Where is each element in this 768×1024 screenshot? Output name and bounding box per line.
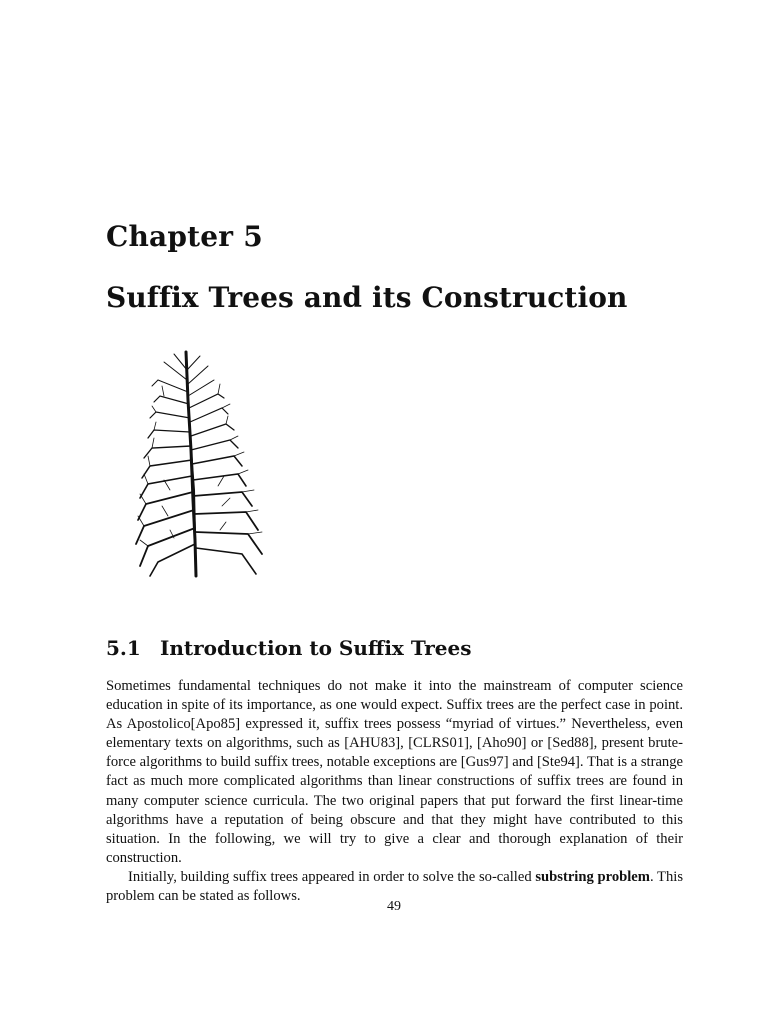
body-text	[106, 677, 683, 906]
page-number: 49	[387, 899, 401, 914]
bold-term: substring problem	[535, 868, 650, 885]
section-title: Introduction to Suffix Trees	[160, 636, 472, 660]
chapter-label: Chapter 5	[106, 220, 263, 253]
section-number: 5.1	[106, 636, 141, 660]
paragraph: Sometimes fundamental techniques do not make it into the mainstream of computer science education in spite of its importance, as one would expect. Suffix trees are the perfect case in point. As Apostolico[Apo85] expressed it, suffix trees possess “myriad of virtues.” Nevertheless, even elementary texts on algorithms, such as [AHU83], [CLRS01], [Aho90] or [Sed88], present brute-force algorithms to build suffix trees, notable exceptions are [Gus97] and [Ste94]. That is a strange fact as much more complicated algorithms than linear constructions of suffix trees are found in many computer science curricula. The two original papers that put forward the first linear-time algorithms have a reputation of being obscure and that they might have contributed to this situation. In the following, we will try to give a clear and thorough explanation of their construction.	[106, 678, 683, 866]
tree-illustration	[134, 340, 270, 578]
chapter-title: Suffix Trees and its Construction	[106, 281, 628, 314]
paragraph-text: Initially, building suffix trees appeared in order to solve the so-called	[128, 868, 536, 885]
paragraph-text: . This problem can be stated as follows.	[106, 868, 683, 905]
section-heading	[106, 636, 472, 660]
